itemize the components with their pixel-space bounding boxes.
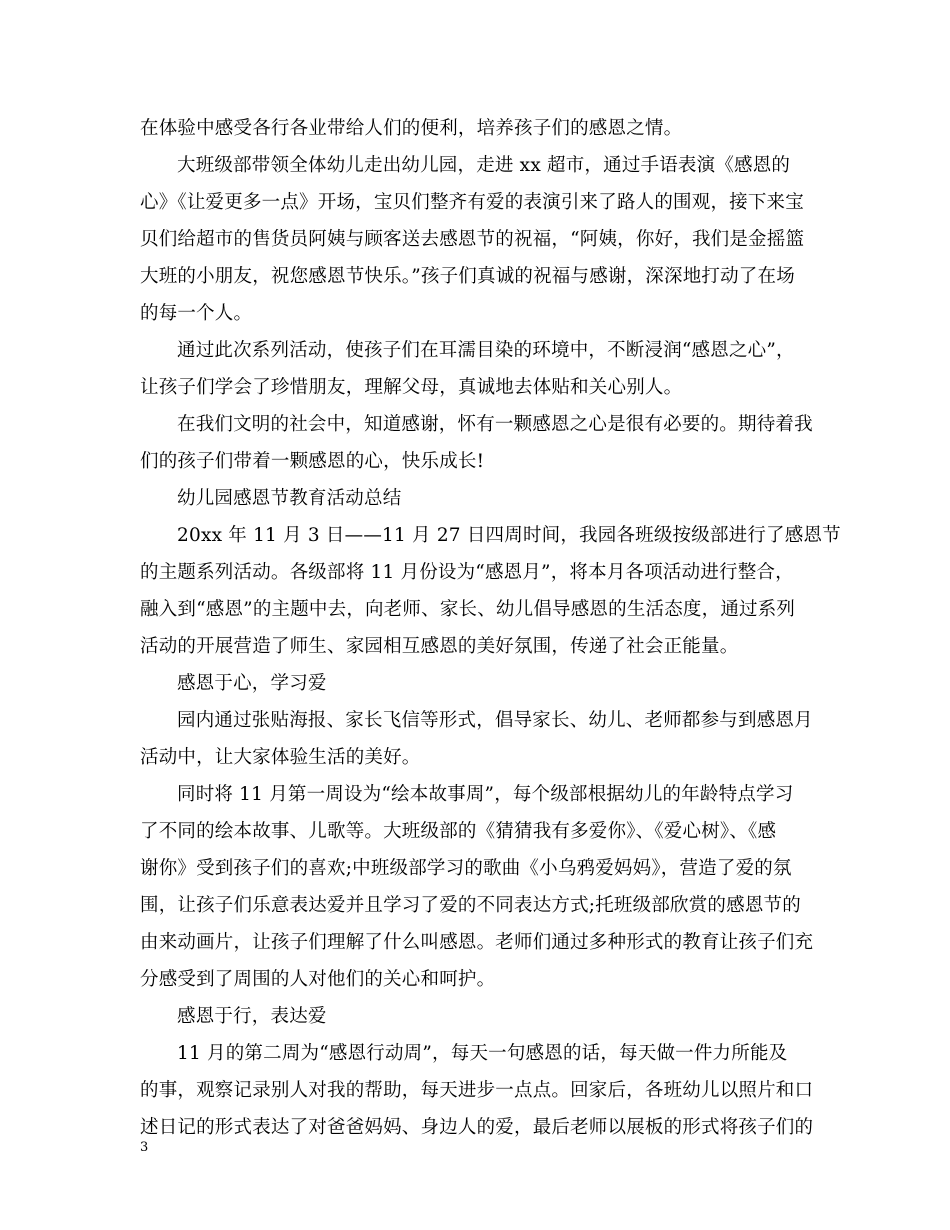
text-line: 活动中，让大家体验生活的美好。 (140, 747, 421, 768)
text-line: 了不同的绘本故事、儿歌等。大班级部的《猜猜我有多爱你》、《爱心树》、《感 (140, 821, 777, 842)
section-heading: 感恩于行，表达爱 (177, 1006, 327, 1027)
text-line: 20xx 年 11 月 3 日——11 月 27 日四周时间，我园各班级按级部进行了感恩节 (177, 525, 841, 546)
section-heading: 感恩于心，学习爱 (177, 673, 327, 694)
text-line: 大班的小朋友，祝您感恩节快乐。”孩子们真诚的祝福与感谢，深深地打动了在场 (140, 266, 795, 287)
text-line: 融入到“感恩”的主题中去，向老师、家长、幼儿倡导感恩的生活态度，通过系列 (140, 599, 796, 620)
text-line: 在体验中感受各行各业带给人们的便利，培养孩子们的感恩之情。 (140, 118, 683, 139)
text-line: 同时将 11 月第一周设为“绘本故事周”，每个级部根据幼儿的年龄特点学习 (177, 784, 794, 805)
text-line: 在我们文明的社会中，知道感谢，怀有一颗感恩之心是很有必要的。期待着我 (177, 414, 813, 435)
text-line: 围，让孩子们乐意表达爱并且学习了爱的不同表达方式;托班级部欣赏的感恩节的 (140, 895, 801, 916)
text-line: 通过此次系列活动，使孩子们在耳濡目染的环境中，不断浸润“感恩之心”， (177, 340, 795, 361)
text-line: 谢你》受到孩子们的喜欢;中班级部学习的歌曲《小乌鸦爱妈妈》，营造了爱的氛 (140, 858, 792, 879)
text-line: 由来动画片，让孩子们理解了什么叫感恩。老师们通过多种形式的教育让孩子们充 (140, 932, 814, 953)
text-line: 述日记的形式表达了对爸爸妈妈、身边人的爱，最后老师以展板的形式将孩子们的 (140, 1117, 814, 1138)
text-line: 11 月的第二周为“感恩行动周”，每天一句感恩的话，每天做一件力所能及 (177, 1043, 788, 1064)
text-line: 让孩子们学会了珍惜朋友，理解父母，真诚地去体贴和关心别人。 (140, 377, 683, 398)
text-line: 大班级部带领全体幼儿走出幼儿园，走进 xx 超市，通过手语表演《感恩的 (177, 155, 791, 176)
text-line: 的主题系列活动。各级部将 11 月份设为“感恩月”，将本月各项活动进行整合， (140, 562, 794, 583)
text-line: 园内通过张贴海报、家长飞信等形式，倡导家长、幼儿、老师都参与到感恩月 (177, 710, 813, 731)
text-line: 的每一个人。 (140, 303, 253, 324)
section-heading: 幼儿园感恩节教育活动总结 (177, 488, 402, 509)
text-line: 的事，观察记录别人对我的帮助，每天进步一点点。回家后，各班幼儿以照片和口 (140, 1080, 814, 1101)
text-line: 分感受到了周围的人对他们的关心和呵护。 (140, 969, 496, 990)
text-line: 活动的开展营造了师生、家园相互感恩的美好氛围，传递了社会正能量。 (140, 636, 739, 657)
text-line: 们的孩子们带着一颗感恩的心，快乐成长! (140, 451, 485, 472)
page-number: 3 (140, 1140, 149, 1155)
text-line: 贝们给超市的售货员阿姨与顾客送去感恩节的祝福，“阿姨，你好，我们是金摇篮 (140, 229, 805, 250)
text-line: 心》《让爱更多一点》开场，宝贝们整齐有爱的表演引来了路人的围观，接下来宝 (140, 192, 804, 213)
